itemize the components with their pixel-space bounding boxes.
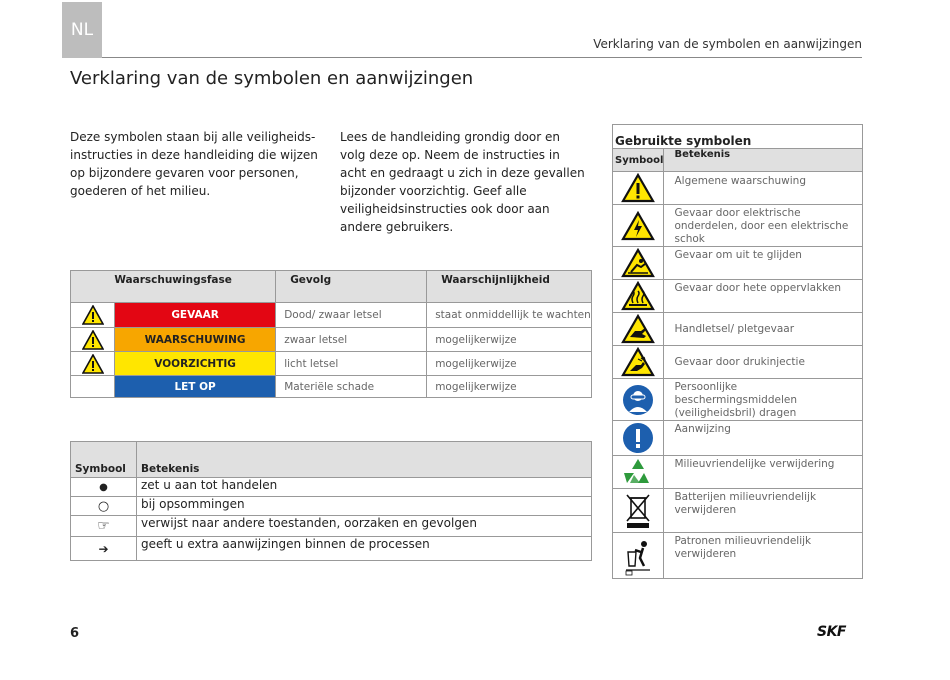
general-warning-icon <box>613 172 664 205</box>
page-number: 6 <box>70 626 80 641</box>
symbol-meaning: Gevaar door drukinjectie <box>664 346 863 379</box>
symbol-meaning: verwijst naar andere toestanden, oorzaken en gevolgen <box>137 516 592 537</box>
header-meaning: Betekenis <box>664 149 863 172</box>
recycling-icon <box>613 456 664 489</box>
hand-injury-icon <box>613 313 664 346</box>
symbol-meaning: zet u aan tot handelen <box>137 478 592 497</box>
pointing-hand-icon: ☞ <box>71 516 137 537</box>
symbol-meaning: Milieuvriendelijke verwijdering <box>664 456 863 489</box>
symbol-meaning: Gevaar door hete oppervlakken <box>664 280 863 313</box>
warning-row <box>71 352 592 376</box>
header-probability: Waarschijnlijkheid <box>427 271 592 303</box>
skf-logo: SKF <box>817 624 846 640</box>
header-meaning: Betekenis <box>137 442 592 478</box>
symbol-meaning: Aanwijzing <box>664 421 863 456</box>
arrow-right-icon: ➔ <box>71 537 137 561</box>
used-symbols-title: Gebruikte symbolen <box>613 125 863 149</box>
symbol-row <box>71 497 592 516</box>
cartridge-disposal-icon <box>613 533 664 579</box>
used-symbols-title-row <box>613 125 863 149</box>
pressure-injection-icon <box>613 346 664 379</box>
symbol-table-header <box>71 442 592 478</box>
symbol-meaning: bij opsommingen <box>137 497 592 516</box>
bullet-filled-icon: ● <box>71 478 137 497</box>
battery-disposal-icon <box>613 489 664 533</box>
probability-cell: mogelijkerwijze <box>427 352 592 376</box>
symbol-meaning: Gevaar door elektrische onderdelen, door een elektrische schok <box>664 205 863 247</box>
language-tab: NL <box>62 2 102 58</box>
header-consequence: Gevolg <box>276 271 427 303</box>
eye-protection-icon <box>613 379 664 421</box>
warning-row <box>71 303 592 328</box>
used-symbol-row <box>613 421 863 456</box>
text-symbols-table <box>70 441 592 561</box>
probability-cell: mogelijkerwijze <box>427 328 592 352</box>
symbol-meaning: Batterijen milieuvriendelijk verwijderen <box>664 489 863 533</box>
symbol-row <box>71 478 592 497</box>
level-let-op: LET OP <box>115 376 276 398</box>
used-symbols-table <box>612 124 863 579</box>
used-symbols-header <box>613 149 863 172</box>
warning-row <box>71 376 592 398</box>
level-voorzichtig: VOORZICHTIG <box>115 352 276 376</box>
warning-row <box>71 328 592 352</box>
warning-triangle-icon <box>71 303 115 328</box>
probability-cell: staat onmiddellijk te wachten <box>427 303 592 328</box>
symbol-row <box>71 537 592 561</box>
used-symbol-row <box>613 379 863 421</box>
hot-surface-icon <box>613 280 664 313</box>
used-symbol-row <box>613 247 863 280</box>
used-symbol-row <box>613 533 863 579</box>
symbol-meaning: Handletsel/ pletgevaar <box>664 313 863 346</box>
consequence-cell: licht letsel <box>276 352 427 376</box>
consequence-cell: Dood/ zwaar letsel <box>276 303 427 328</box>
empty-icon-cell <box>71 376 115 398</box>
warning-triangle-icon <box>71 328 115 352</box>
intro-paragraph-right: Lees de handleiding grondig door en volg deze op. Neem de instructies in acht en gedraagt u zich in deze gevallen bijzonder voorzichtig. Geef alle veiligheidsinstructies ook door aan andere gebruikers. <box>340 130 585 234</box>
symbol-meaning: Algemene waarschuwing <box>664 172 863 205</box>
level-waarschuwing: WAARSCHUWING <box>115 328 276 352</box>
header-symbol: Symbool <box>71 442 137 478</box>
symbol-meaning: geeft u extra aanwijzingen binnen de processen <box>137 537 592 561</box>
symbol-meaning: Persoonlijke beschermingsmiddelen (veiligheidsbril) dragen <box>664 379 863 421</box>
symbol-meaning: Patronen milieuvriendelijk verwijderen <box>664 533 863 579</box>
running-header-title: Verklaring van de symbolen en aanwijzingen <box>593 37 862 51</box>
warning-triangle-icon <box>71 352 115 376</box>
used-symbol-row <box>613 280 863 313</box>
probability-cell: mogelijkerwijze <box>427 376 592 398</box>
warning-levels-table <box>70 270 592 398</box>
used-symbol-row <box>613 489 863 533</box>
intro-paragraph-left: Deze symbolen staan bij alle veiligheids-instructies in deze handleiding die wijzen op bijzondere gevaren voor personen, goederen of het milieu. <box>70 130 318 198</box>
slip-hazard-icon <box>613 247 664 280</box>
used-symbol-row <box>613 205 863 247</box>
used-symbol-row <box>613 172 863 205</box>
bullet-open-icon: ○ <box>71 497 137 516</box>
warning-table-header <box>71 271 592 303</box>
instruction-icon <box>613 421 664 456</box>
used-symbol-row <box>613 313 863 346</box>
used-symbol-row <box>613 456 863 489</box>
electrical-hazard-icon <box>613 205 664 247</box>
page-title: Verklaring van de symbolen en aanwijzingen <box>70 68 474 89</box>
level-gevaar: GEVAAR <box>115 303 276 328</box>
header-divider <box>102 57 862 58</box>
consequence-cell: zwaar letsel <box>276 328 427 352</box>
used-symbol-row <box>613 346 863 379</box>
symbol-meaning: Gevaar om uit te glijden <box>664 247 863 280</box>
symbol-row <box>71 516 592 537</box>
consequence-cell: Materiële schade <box>276 376 427 398</box>
header-symbol: Symbool <box>613 149 664 172</box>
header-warning-phase: Waarschuwingsfase <box>71 271 276 303</box>
